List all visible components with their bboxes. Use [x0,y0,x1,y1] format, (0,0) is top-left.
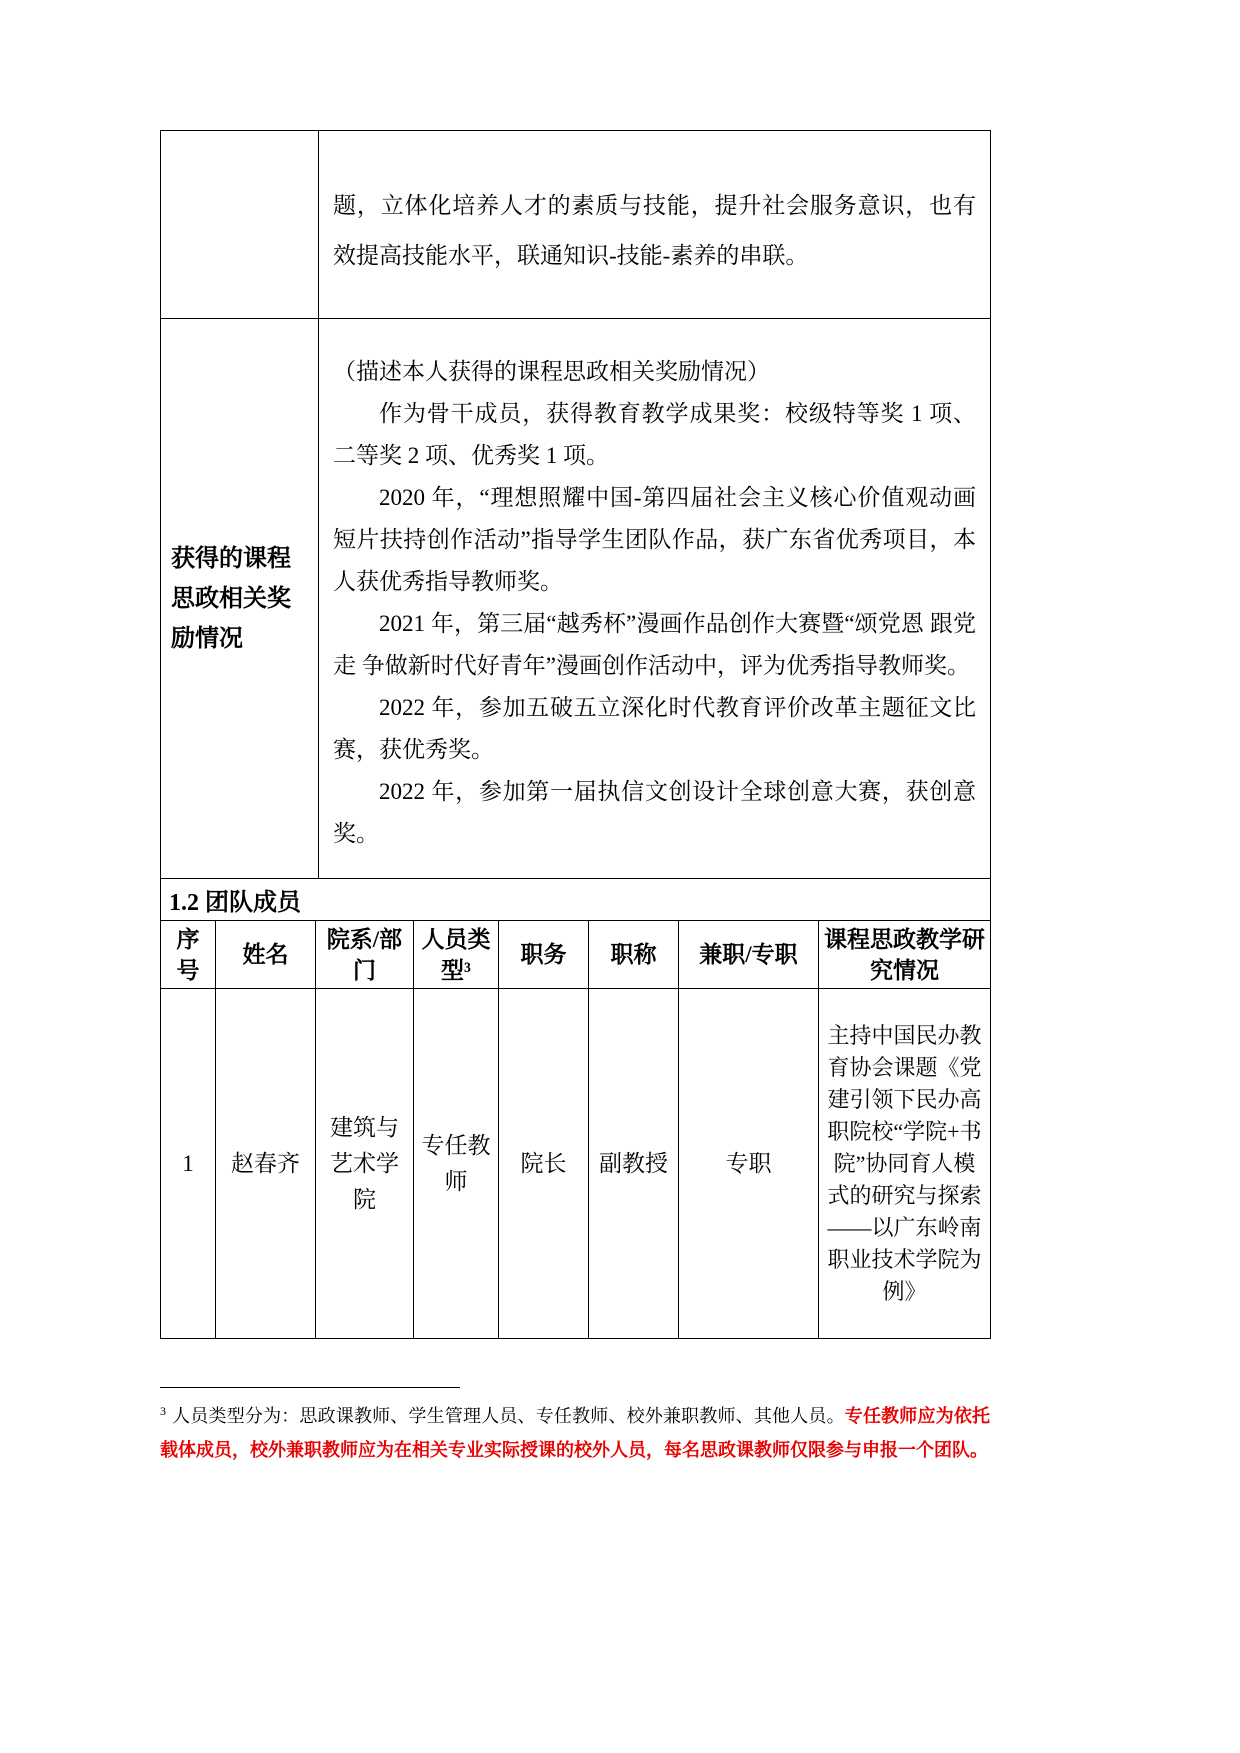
footnote [160,1387,990,1467]
awards-paragraph: 2022 年，参加五破五立深化时代教育评价改革主题征文比赛，获优秀奖。 [333,694,976,762]
team-members-table [160,878,991,1339]
col-header-name: 姓名 [216,921,316,989]
awards-paragraph: 2022 年，参加第一届执信文创设计全球创意大赛，获创意奖。 [333,778,976,846]
continuation-label-cell [161,131,319,319]
col-header-department: 院系/部门 [316,921,414,989]
team-header-row [161,921,991,989]
col-header-position: 职务 [499,921,589,989]
member-person-type: 专任教师 [414,989,499,1339]
awards-paragraph: 2020 年，“理想照耀中国-第四届社会主义核心价值观动画短片扶持创作活动”指导学生团队作品，获广东省优秀项目，本人获优秀指导教师奖。 [333,484,976,594]
member-name: 赵春齐 [216,989,316,1339]
awards-label-cell [161,319,319,879]
team-section-row [161,879,991,921]
col-header-seq-number: 序号 [161,921,216,989]
awards-table [160,130,991,879]
member-position: 院长 [499,989,589,1339]
continuation-paragraph: 题，立体化培养人才的素质与技能，提升社会服务意识，也有效提高技能水平，联通知识-技能-素养的串联。 [333,192,976,268]
col-header-employment: 兼职/专职 [679,921,819,989]
member-title: 副教授 [589,989,679,1339]
document-content [160,130,990,1467]
continuation-row [161,131,991,319]
member-research: 主持中国民办教育协会课题《党建引领下民办高职院校“学院+书院”协同育人模式的研究与探索——以广东岭南职业技术学院为例》 [819,989,991,1339]
col-header-research: 课程思政教学研究情况 [819,921,991,989]
team-member-row [161,989,991,1339]
awards-paragraph: 2021 年，第三届“越秀杯”漫画作品创作大赛暨“颂党恩 跟党走 争做新时代好青年”漫画创作活动中，评为优秀指导教师奖。 [333,610,976,678]
awards-paragraph: （描述本人获得的课程思政相关奖励情况） [333,358,770,384]
continuation-text-cell [319,131,991,319]
awards-content-cell [319,319,991,879]
footnote-marker: 3 [160,1404,166,1418]
awards-row [161,319,991,879]
col-header-title: 职称 [589,921,679,989]
footnote-text [160,1394,990,1467]
footnote-note-red: 专任教师应为依托载体成员，校外兼职教师应为在相关专业实际授课的校外人员，每名思政课教师仅限参与申报一个团队。 [160,1406,991,1460]
member-department: 建筑与艺术学院 [316,989,414,1339]
team-section-title: 1.2 团队成员 [161,879,991,921]
col-header-person-type: 人员类型³ [414,921,499,989]
footnote-divider [160,1387,460,1388]
awards-row-label: 获得的课程思政相关奖励情况 [171,545,291,652]
footnote-note-black: 人员类型分为：思政课教师、学生管理人员、专任教师、校外兼职教师、其他人员。 [172,1406,845,1426]
awards-paragraph: 作为骨干成员，获得教育教学成果奖：校级特等奖 1 项、二等奖 2 项、优秀奖 1 项。 [333,400,976,468]
member-seq-number: 1 [161,989,216,1339]
member-employment: 专职 [679,989,819,1339]
